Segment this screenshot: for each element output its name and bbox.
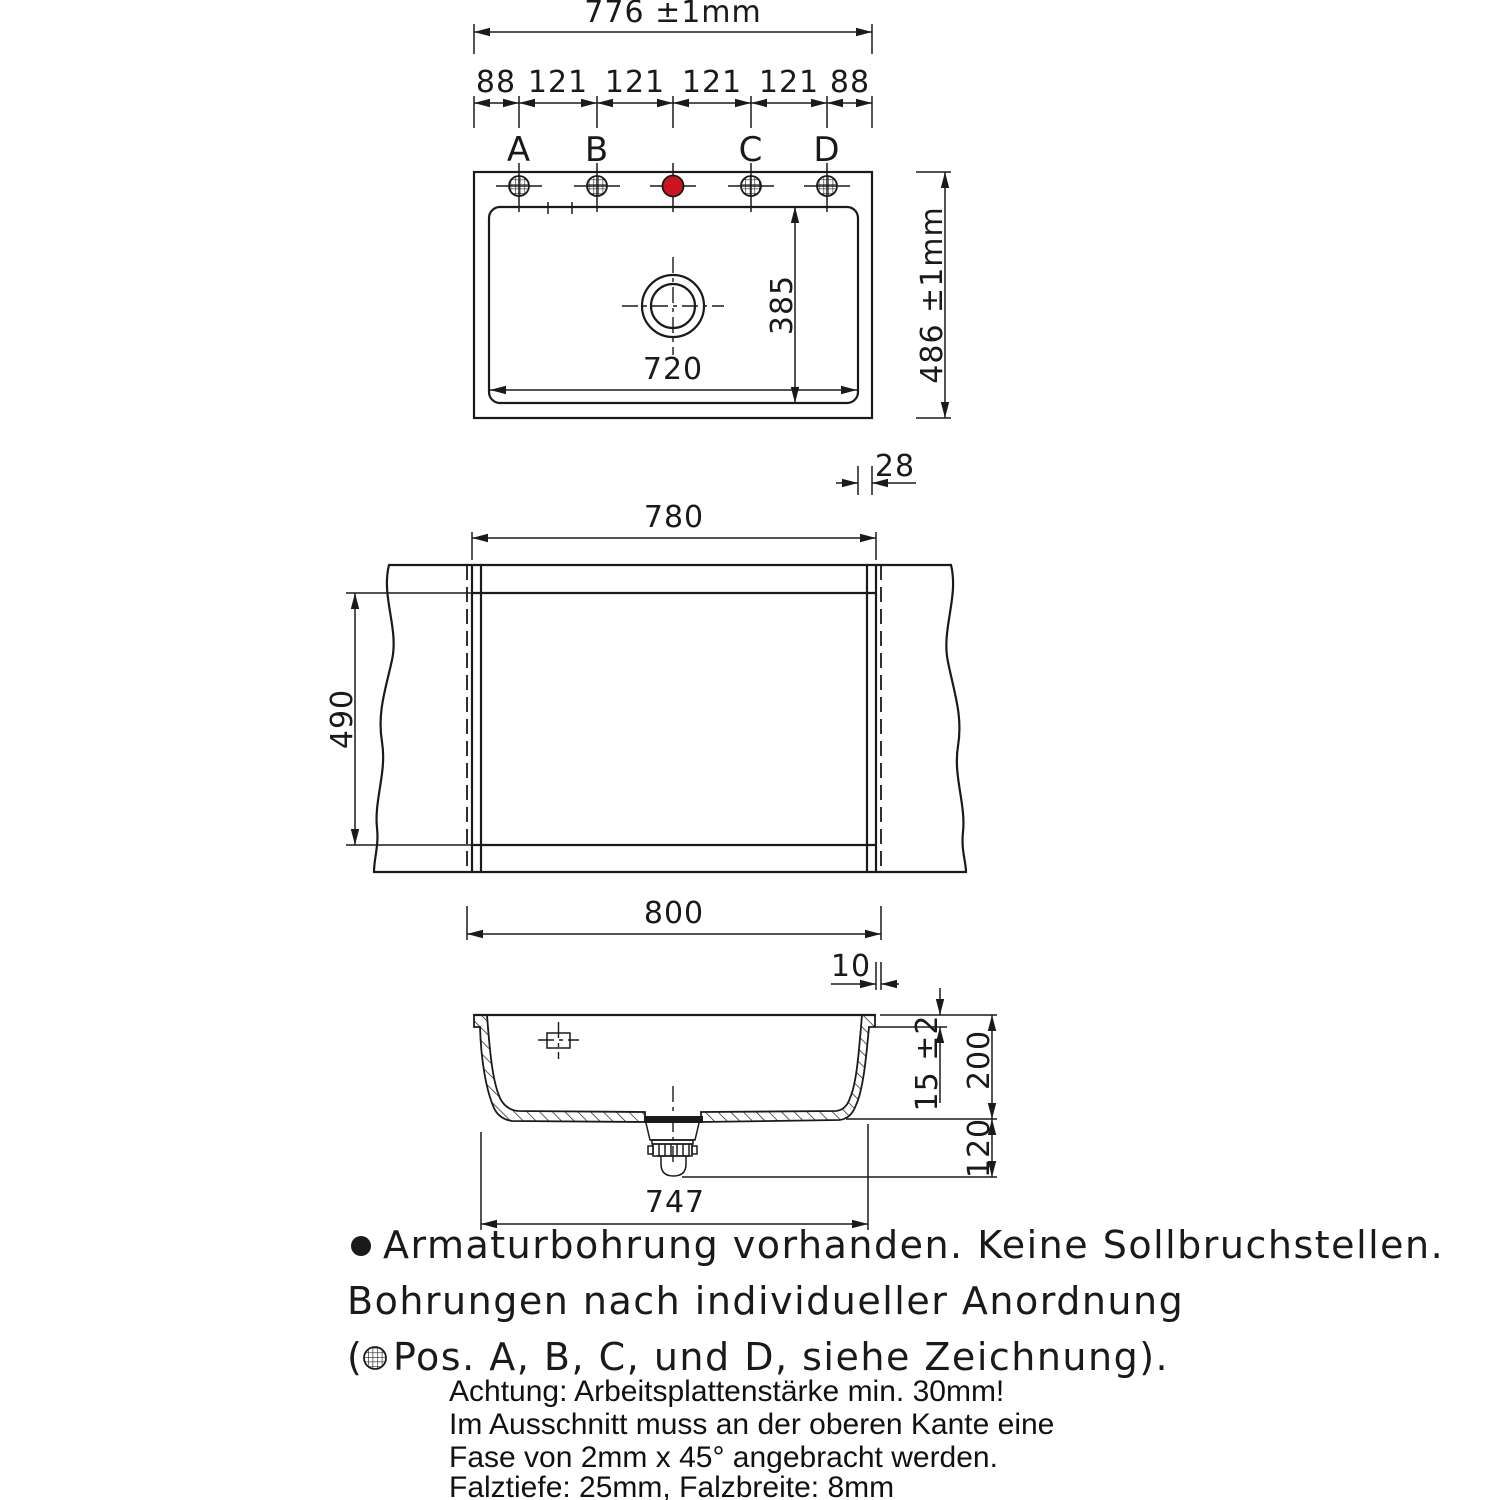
hole-label-c: C [738, 130, 764, 170]
top-view [474, 0, 951, 495]
dim-15-label: 15 ±2 [910, 1014, 945, 1112]
dim-486 [915, 172, 951, 418]
dim-200 [962, 1015, 997, 1119]
dim-720-label: 720 [642, 352, 704, 387]
hole-b-icon [574, 163, 620, 212]
dim-120-label: 120 [962, 1117, 997, 1179]
note-line-2: Bohrungen nach individueller Anordnung [347, 1279, 1185, 1323]
faucet-hole-section-icon [538, 1022, 579, 1059]
hole-label-b: B [584, 130, 610, 170]
note-line-1: Armaturbohrung vorhanden. Keine Sollbruchstellen. [383, 1223, 1445, 1267]
warning-line-2: Im Ausschnitt muss an der oberen Kante eine [449, 1408, 1055, 1441]
dim-28 [836, 449, 916, 495]
dim-15 [910, 988, 945, 1111]
hatched-hole-icon [364, 1347, 386, 1369]
dim-28-label: 28 [874, 449, 916, 484]
dim-800 [467, 896, 881, 940]
dim-490 [325, 593, 472, 845]
note-line-3: Pos. A, B, C, und D, siehe Zeichnung). [393, 1335, 1170, 1379]
note-line-3-open: ( [347, 1335, 364, 1379]
dim-747-label: 747 [644, 1185, 706, 1220]
hole-label-a: A [506, 130, 532, 170]
chain-121-2: 121 [604, 65, 666, 100]
warning-line-4: Falztiefe: 25mm, Falzbreite: 8mm [449, 1471, 895, 1500]
dim-385-label: 385 [765, 274, 800, 336]
dim-10-label: 10 [830, 949, 872, 984]
dim-490-label: 490 [325, 688, 360, 750]
dim-800-label: 800 [643, 896, 705, 931]
bullet-icon [351, 1236, 371, 1256]
hole-a-icon [496, 163, 542, 212]
cutout-view [325, 500, 966, 990]
dim-776-label: 776 ±1mm [584, 0, 762, 30]
chain-121-1: 121 [527, 65, 589, 100]
drain-section-icon [644, 1086, 703, 1176]
hole-label-d: D [813, 130, 841, 170]
break-line-left [374, 565, 394, 872]
section-wall-left [474, 1015, 645, 1122]
notes-block [347, 1223, 1444, 1379]
chain-121-3: 121 [681, 65, 743, 100]
hole-c-icon [728, 163, 774, 212]
chain-121-4: 121 [758, 65, 820, 100]
hole-center-red-icon [650, 163, 696, 212]
section-view [474, 988, 997, 1230]
dim-chain [474, 65, 872, 128]
dim-120 [962, 1118, 997, 1178]
dim-776 [474, 0, 872, 54]
warning-block [449, 1375, 1054, 1500]
dim-486-label: 486 ±1mm [915, 206, 950, 384]
faucet-holes [496, 163, 850, 212]
hole-d-icon [804, 163, 850, 212]
chain-88-left: 88 [475, 65, 517, 100]
drain-top-icon [622, 257, 724, 355]
dim-780-label: 780 [643, 500, 705, 535]
break-line-right [946, 565, 966, 872]
dim-780 [472, 500, 876, 560]
dim-10 [831, 949, 899, 990]
section-wall-right [701, 1015, 875, 1122]
chain-88-right: 88 [829, 65, 871, 100]
dim-200-label: 200 [962, 1029, 997, 1091]
warning-line-1: Achtung: Arbeitsplattenstärke min. 30mm! [449, 1375, 1005, 1408]
warning-line-3: Fase von 2mm x 45° angebracht werden. [449, 1441, 998, 1474]
